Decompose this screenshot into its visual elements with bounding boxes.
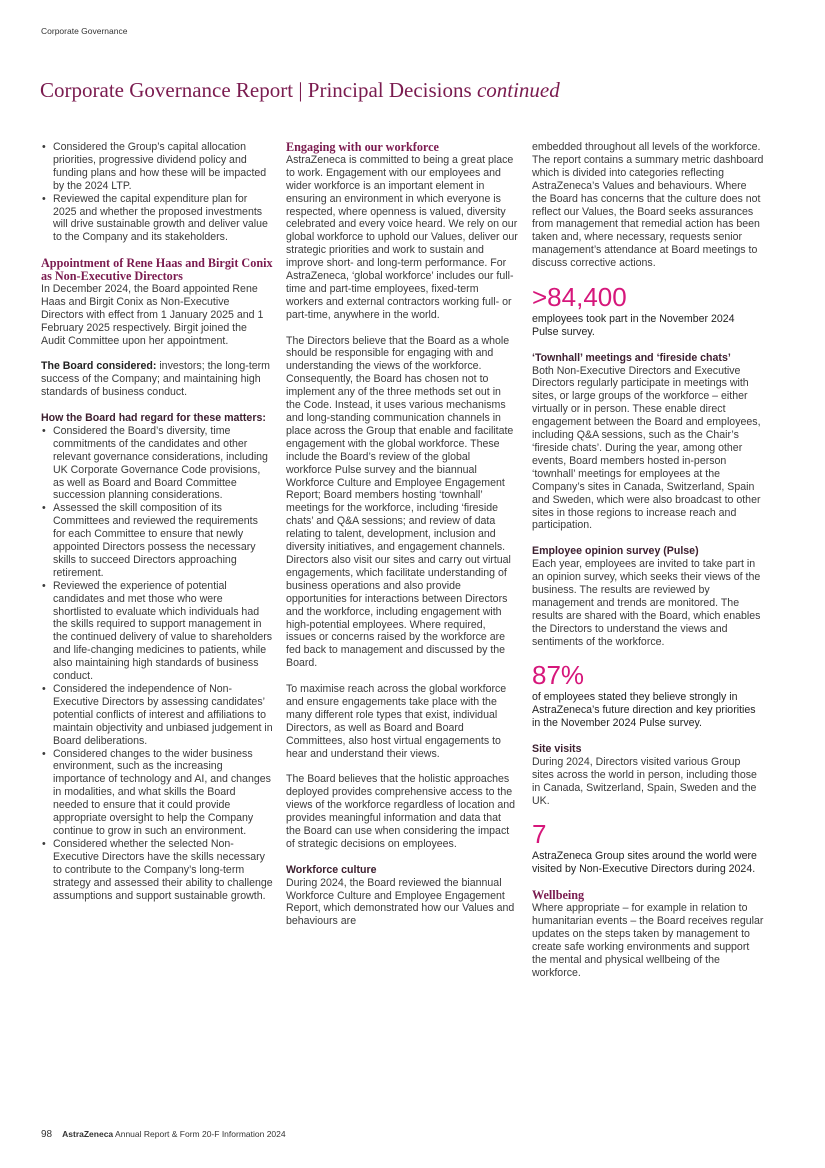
culture-heading: Workforce culture [286,863,377,876]
bullet-item: • Considered the Group’s capital allocation priorities, progressive dividend policy and funding plans and how these will be impacted by the 2024 LTP. [53,141,273,193]
page-title [40,78,560,103]
appointment-text: In December 2024, the Board appointed Rene Haas and Birgit Conix as Non-Executive Directors with effect from 1 January 2025 and 1 February 2025 respectively. Birgit joined the Audit Committee upon her appointment. [41,282,264,347]
capital-bullets [41,141,273,244]
considered-paragraph [41,360,273,399]
townhall-heading: ‘Townhall’ meetings and ‘fireside chats’ [532,351,731,364]
bullet-item: • Reviewed the experience of potential candidates and met those who were shortlisted to evaluate which individuals had the skills required to support management in the continued delivery of value to shareholders and life-changing medicines to patients, while also maintaining high standards of business conduct. [53,580,273,683]
wellbeing-heading: Wellbeing [532,888,585,903]
stat-sites-caption: AstraZeneca Group sites around the world were visited by Non-Executive Directors during 2024. [532,850,757,876]
title-separator: | [298,78,303,102]
bullet-item: • Considered whether the selected Non-Executive Directors have the skills necessary to contribute to the Company’s long-term strategy and assessed their ability to challenge assumptions and support sustainable growth. [53,838,273,903]
engaging-paragraph-2: The Directors believe that the Board as a whole should be responsible for engaging with and understanding the views of the workforce. Consequently, the Board has chosen not to implement any of the three methods set out in the Code. Instead, it uses various mechanisms and long-standing communication channels in place across the Group that enable and facilitate engagement with the global workforce. These include the Board’s review of the global workforce Pulse survey and the biannual Workforce Culture and Employee Engagement Report; Board members hosting ‘townhall’ meetings for the workforce, including ‘fireside chats’ and Q&A sessions; and review of data relating to talent, development, inclusion and diversity initiatives, and engagement channels. Directors also visit our sites and carry out virtual engagements, which facilitate understanding of business operations and also provide opportunities for interactions between Directors and the workforce, including engagement with high-potential employees. Where required, issues or concerns raised by the workforce are fed back to management and discussed by the Board. [286,334,514,670]
bullet-item: • Assessed the skill composition of its Committees and reviewed the requirements for each Committee to ensure that newly appointed Directors possess the necessary skills to succeed Directors approaching retirement. [53,502,273,579]
visits-heading: Site visits [532,742,582,755]
page-number: 98 [41,1129,53,1140]
stat-percent-caption: of employees stated they believe strongly in AstraZeneca’s future direction and key priorities in the November 2024 Pulse survey. [532,691,756,730]
appointment-heading: Appointment of Rene Haas and Birgit Conix as Non-Executive Directors [41,256,273,284]
culture-continued-text: embedded throughout all levels of the workforce. The report contains a summary metric dashboard which is divided into categories reflecting AstraZeneca’s Values and behaviours. Where the Board has concerns that the culture does not reflect our Values, the Board seeks assurances from management that remedial action has been taken and, where necessary, requests senior management’s attendance at Board meetings to discuss corrective actions. [532,141,764,270]
column-2 [286,141,518,941]
culture-text: During 2024, the Board reviewed the biannual Workforce Culture and Employee Engagement Report, which demonstrated how our Values and behaviours are [286,876,515,928]
title-main: Corporate Governance Report [40,78,294,102]
bullet-item: • Considered the independence of Non-Executive Directors by assessing candidates’ potential conflicts of interest and affiliations to maintain objectivity and unbiased judgement in Board deliberations. [53,683,273,748]
title-sub: Principal Decisions [307,78,472,102]
page-footer [41,1129,286,1140]
title-continued: continued [476,78,560,102]
engaging-heading: Engaging with our workforce [286,140,439,154]
stat-employees-value: >84,400 [532,281,627,312]
footer-doc-title: Annual Report & Form 20-F Information 2024 [113,1129,286,1139]
bullet-item: • Considered the Board’s diversity, time commitments of the candidates and other relevant governance considerations, including UK Corporate Governance Code provisions, as well as Board and Board Committee succession planning considerations. [53,425,273,502]
visits-text: During 2024, Directors visited various Group sites across the world in person, including those in Canada, Switzerland, Spain, Sweden and the UK. [532,755,757,807]
bullet-item: • Considered changes to the wider business environment, such as the increasing importance of technology and AI, and changes in modalities, and what skills the Board needed to ensure that it could provide appropriate oversight to help the Company continue to grow in such an environment. [53,748,273,838]
considered-label: The Board considered: [41,360,157,373]
pulse-heading: Employee opinion survey (Pulse) [532,545,699,558]
column-3 [532,141,764,992]
pulse-text: Each year, employees are invited to take part in an opinion survey, which seeks their views of the business. The results are reviewed by management and trends are monitored. The results are shared with the Board, which enables the Directors to understand the views and sentiments of the workforce. [532,558,761,648]
stat-percent-value: 87% [532,660,585,691]
engaging-paragraph-4: The Board believes that the holistic approaches deployed provides comprehensive access to the views of the workforce regardless of location and provides meaningful information and data that the Board can use when considering the impact of strategic decisions on employees. [286,773,516,850]
regard-bullets [41,425,273,903]
column-1 [41,141,273,915]
regard-heading: How the Board had regard for these matters: [41,411,266,424]
engaging-paragraph-1: AstraZeneca is committed to being a great place to work. Engagement with our employees and wider workforce is an important element in ensuring an environment in which everyone is respected, where openness is valued, diversity celebrated and every voice heard. We rely on our global workforce to uphold our Values, deliver our strategic priorities and work to sustain and improve short- and long-term performance. For AstraZeneca, ‘global workforce’ includes our full-time and part-time employees, fixed-term workers and external contractors working full- or part-time, anywhere in the world. [286,153,518,321]
footer-brand: AstraZeneca [62,1129,114,1139]
stat-sites-value: 7 [532,819,547,850]
bullet-item: • Reviewed the capital expenditure plan for 2025 and whether the proposed investments will drive sustainable growth and deliver value to the Company and its stakeholders. [53,193,273,245]
wellbeing-text: Where appropriate – for example in relation to humanitarian events – the Board receives regular updates on the steps taken by management to create safe working environments and support the mental and physical wellbeing of the workforce. [532,902,764,979]
townhall-text: Both Non-Executive Directors and Executive Directors regularly participate in meetings with sites, or large groups of the workforce – either virtually or in person. These enable direct engagement between the Board and employees, including Q&A sessions, such as the Chair’s ‘fireside chats’. During the year, among other events, Board members hosted in-person ‘townhall’ meetings for employees at the Company’s sites in Canada, Switzerland, Spain and Sweden, which were also broadcast to other sites in those regions to increase reach and participation. [532,364,761,532]
engaging-paragraph-3: To maximise reach across the global workforce and ensure engagements take place with the many different role types that exist, individual Directors, as well as Board and Board Committees, also host virtual engagements to hear and understand their views. [286,683,507,760]
section-label: Corporate Governance [41,26,128,36]
considered-text: investors; the long-term success of the Company; and maintaining high standards of business conduct. [41,360,271,399]
stat-employees-caption: employees took part in the November 2024 Pulse survey. [532,312,735,338]
